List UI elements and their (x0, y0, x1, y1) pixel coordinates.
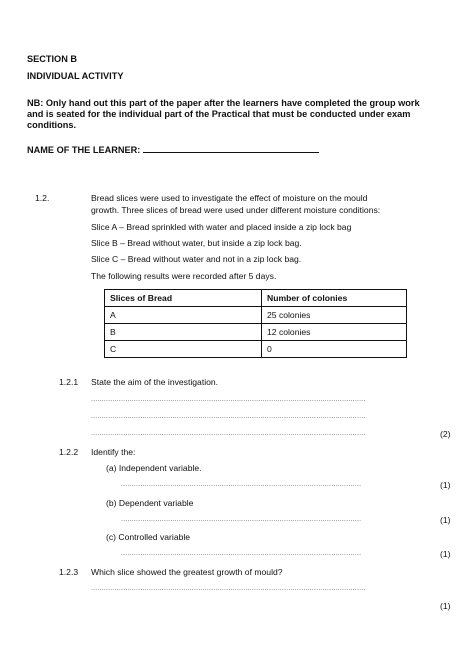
table-cell: 25 colonies (262, 307, 407, 324)
table-header-cell: Number of colonies (262, 290, 407, 307)
intro-line-2: growth. Three slices of bread were used under different moisture conditions: (91, 205, 381, 215)
part-c-label: (c) Controlled variable (106, 532, 191, 542)
question-number-1-2-2: 1.2.2 (59, 447, 79, 457)
part-a-label: (a) Independent variable. (106, 463, 202, 473)
slice-a-description: Slice A – Bread sprinkled with water and placed inside a zip lock bag (91, 222, 352, 232)
learner-name-label: NAME OF THE LEARNER: (27, 145, 141, 155)
answer-line[interactable]: ................................................................................................................ (121, 516, 362, 523)
table-row (105, 307, 407, 324)
mark-allocation: (1) (440, 601, 451, 611)
table-row (105, 324, 407, 341)
question-text-1-2-2: Identify the: (91, 447, 136, 457)
question-number-1-2: 1.2. (35, 193, 50, 203)
table-cell: C (105, 341, 262, 358)
results-intro: The following results were recorded after 5 days. (91, 271, 277, 281)
intro-line-1: Bread slices were used to investigate the effect of moisture on the mould (91, 193, 368, 203)
table-cell: 12 colonies (262, 324, 407, 341)
nb-line-1: NB: Only hand out this part of the paper after the learners have completed the group work (27, 98, 420, 108)
answer-line[interactable]: ................................................................................................................ (121, 481, 362, 488)
mark-allocation: (1) (440, 480, 451, 490)
table-row (105, 341, 407, 358)
table-header-cell: Slices of Bread (105, 290, 262, 307)
learner-name-row (27, 143, 319, 155)
table-cell: A (105, 307, 262, 324)
question-number-1-2-1: 1.2.1 (59, 377, 79, 387)
results-table (104, 289, 407, 358)
mark-allocation: (2) (440, 429, 451, 439)
nb-line-2: and is seated for the individual part of the Practical that must be conducted under exam (27, 109, 411, 119)
table-cell: 0 (262, 341, 407, 358)
answer-line[interactable]: ................................................................................................................................ (91, 585, 366, 592)
table-cell: B (105, 324, 262, 341)
table-header-row (105, 290, 407, 307)
answer-line[interactable]: ................................................................................................................................ (91, 430, 366, 437)
mark-allocation: (1) (440, 549, 451, 559)
part-b-label: (b) Dependent variable (106, 498, 194, 508)
nb-line-3: conditions. (27, 120, 76, 130)
learner-name-blank[interactable] (143, 143, 319, 153)
question-text-1-2-1: State the aim of the investigation. (91, 377, 219, 387)
activity-title: INDIVIDUAL ACTIVITY (27, 71, 124, 81)
answer-line[interactable]: ................................................................................................................................ (91, 413, 366, 420)
answer-line[interactable]: ................................................................................................................................ (91, 396, 366, 403)
mark-allocation: (1) (440, 515, 451, 525)
question-text-1-2-3: Which slice showed the greatest growth of mould? (91, 567, 283, 577)
question-number-1-2-3: 1.2.3 (59, 567, 79, 577)
section-title: SECTION B (27, 54, 78, 64)
slice-b-description: Slice B – Bread without water, but inside a zip lock bag. (91, 238, 302, 248)
answer-line[interactable]: ................................................................................................................ (121, 550, 362, 557)
slice-c-description: Slice C – Bread without water and not in a zip lock bag. (91, 254, 302, 264)
